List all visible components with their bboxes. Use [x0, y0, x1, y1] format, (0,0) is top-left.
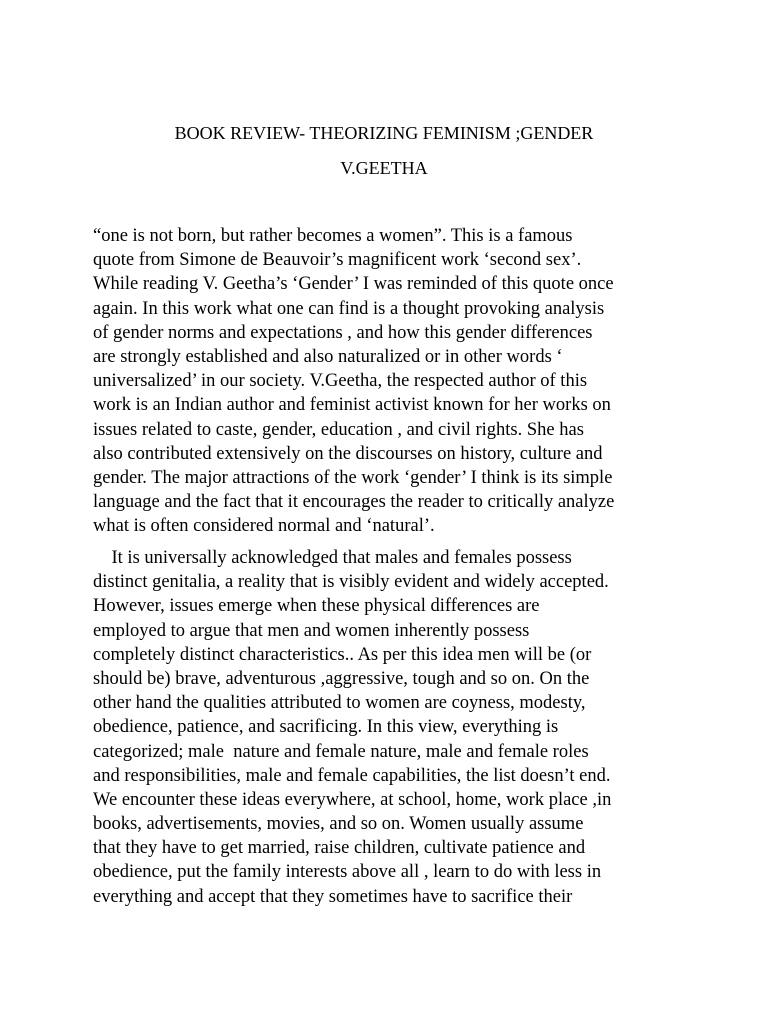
paragraph-line: However, issues emerge when these physical differences are [93, 596, 540, 617]
paragraph-1 [93, 224, 693, 538]
paragraph-line: completely distinct characteristics.. As per this idea men will be (or [93, 644, 592, 665]
paragraph-line: other hand the qualities attributed to women are coyness, modesty, [93, 693, 586, 714]
paragraph-line: and responsibilities, male and female capabilities, the list doesn’t end. [93, 765, 611, 786]
paragraph-line: of gender norms and expectations , and how this gender differences [93, 322, 593, 343]
paragraph-line: that they have to get married, raise children, cultivate patience and [93, 838, 586, 859]
document-title: BOOK REVIEW- THEORIZING FEMINISM ;GENDER [174, 123, 594, 143]
paragraph-line: also contributed extensively on the discourses on history, culture and [93, 443, 603, 464]
paragraph-line: categorized; male nature and female nature, male and female roles [93, 741, 589, 762]
paragraph-2 [93, 546, 693, 909]
paragraph-line: distinct genitalia, a reality that is visibly evident and widely accepted. [93, 572, 609, 593]
paragraph-line: again. In this work what one can find is a thought provoking analysis [93, 298, 605, 319]
paragraph-line: “one is not born, but rather becomes a women”. This is a famous [93, 226, 573, 246]
paragraph-line: We encounter these ideas everywhere, at school, home, work place ,in [93, 789, 612, 810]
paragraph-line: issues related to caste, gender, education , and civil rights. She has [93, 419, 584, 440]
paragraph-line: are strongly established and also naturalized or in other words ‘ [93, 346, 563, 367]
paragraph-line: everything and accept that they sometimes have to sacrifice their [93, 886, 573, 907]
paragraph-line: obedience, patience, and sacrificing. In this view, everything is [93, 717, 559, 738]
paragraph-line: quote from Simone de Beauvoir’s magnificent work ‘second sex’. [93, 250, 582, 271]
paragraph-line: should be) brave, adventurous ,aggressive, tough and so on. On the [93, 668, 590, 689]
paragraph-line: gender. The major attractions of the work ‘gender’ I think is its simple [93, 467, 613, 488]
document-author: V.GEETHA [340, 158, 428, 178]
paragraph-line: obedience, put the family interests above all , learn to do with less in [93, 862, 602, 883]
paragraph-line: what is often considered normal and ‘natural’. [93, 516, 435, 537]
paragraph-line: books, advertisements, movies, and so on. Women usually assume [93, 814, 584, 835]
paragraph-line: universalized’ in our society. V.Geetha, the respected author of this [93, 371, 588, 392]
paragraph-line: It is universally acknowledged that males and females possess [93, 548, 572, 568]
paragraph-line: employed to argue that men and women inherently possess [93, 620, 530, 641]
paragraph-line: While reading V. Geetha’s ‘Gender’ I was reminded of this quote once [93, 274, 614, 295]
paragraph-line: work is an Indian author and feminist activist known for her works on [93, 395, 611, 416]
paragraph-line: language and the fact that it encourages the reader to critically analyze [93, 492, 615, 513]
